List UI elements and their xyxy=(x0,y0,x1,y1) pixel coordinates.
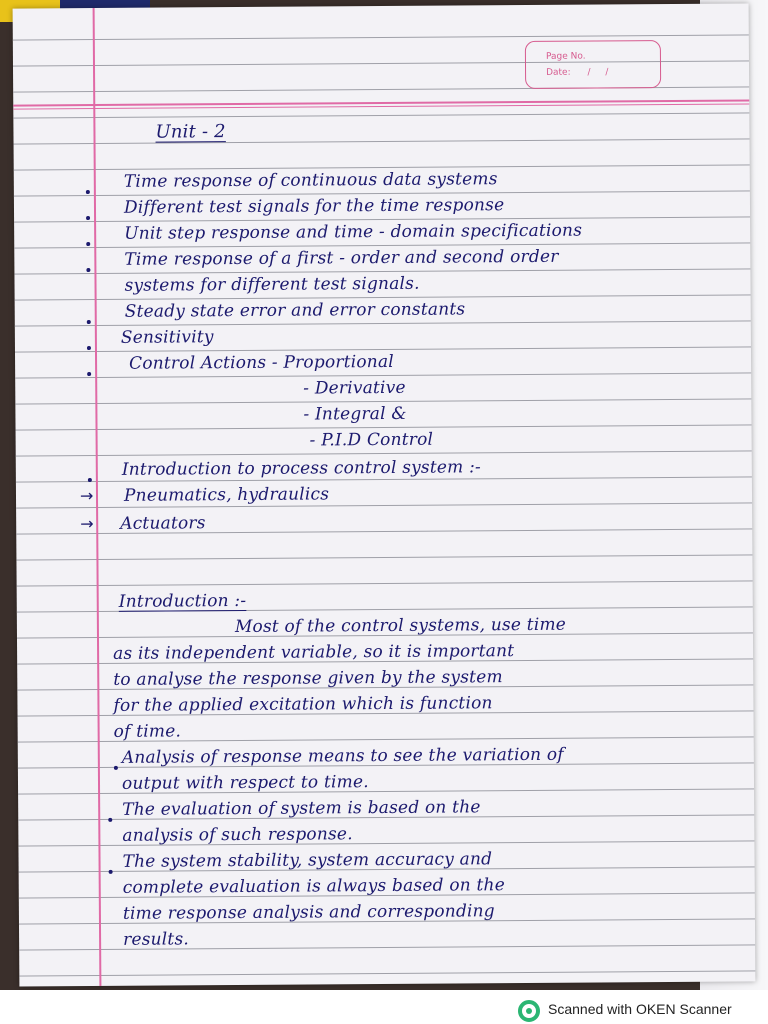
bullet-dot xyxy=(87,320,91,324)
bullet-dot xyxy=(86,216,90,220)
scanner-watermark-text: Scanned with OKEN Scanner xyxy=(548,1001,732,1017)
bullet-dot xyxy=(87,346,91,350)
page-no-label: Page No. xyxy=(545,51,586,62)
intro-line: as its independent variable, so it is important xyxy=(113,641,515,664)
arrow-bullet-icon: → xyxy=(79,486,94,506)
bullet-dot xyxy=(114,766,118,770)
syllabus-item: Unit step response and time - domain specifications xyxy=(124,220,583,244)
notebook-page xyxy=(13,3,756,986)
syllabus-item-continued: systems for different test signals. xyxy=(124,273,420,296)
bullet-dot xyxy=(87,372,91,376)
syllabus-item: Control Actions - Proportional xyxy=(129,351,394,374)
intro-line: for the applied excitation which is function xyxy=(113,693,493,716)
syllabus-sub-item: Pneumatics, hydraulics xyxy=(123,484,330,506)
scanner-logo-icon xyxy=(518,1000,542,1022)
intro-line: complete evaluation is always based on the xyxy=(122,875,505,898)
page-date-box xyxy=(525,40,661,89)
date-label: Date: xyxy=(546,67,571,78)
intro-line: analysis of such response. xyxy=(122,824,353,846)
arrow-bullet-icon: → xyxy=(80,514,94,534)
bullet-dot xyxy=(109,870,113,874)
intro-line: of time. xyxy=(113,721,182,742)
bullet-dot xyxy=(108,818,112,822)
syllabus-item: Different test signals for the time response xyxy=(123,195,505,218)
unit-title: Unit - 2 xyxy=(155,121,226,143)
bullet-dot xyxy=(86,268,90,272)
margin-line xyxy=(93,8,102,986)
date-value: / / xyxy=(587,67,615,78)
intro-heading: Introduction :- xyxy=(118,590,247,612)
intro-line: Most of the control systems, use time xyxy=(234,614,567,638)
syllabus-item: Time response of continuous data systems xyxy=(123,169,498,192)
intro-line: The evaluation of system is based on the xyxy=(122,797,481,820)
syllabus-item: Steady state error and error constants xyxy=(124,299,466,322)
intro-line: to analyse the response given by the system xyxy=(113,667,503,690)
control-action-sub: - Derivative xyxy=(303,377,406,399)
intro-line: Analysis of response means to see the variation of xyxy=(121,744,564,768)
control-action-sub: - P.I.D Control xyxy=(309,429,434,451)
intro-line: The system stability, system accuracy and xyxy=(122,849,493,872)
syllabus-sub-item: Actuators xyxy=(120,513,206,534)
bullet-dot xyxy=(86,242,90,246)
date-row xyxy=(546,67,614,77)
bullet-dot xyxy=(86,190,90,194)
syllabus-item: Introduction to process control system :- xyxy=(121,457,481,480)
intro-line: results. xyxy=(123,929,190,950)
syllabus-item: Sensitivity xyxy=(120,327,214,348)
syllabus-item: Time response of a first - order and second order xyxy=(124,246,559,270)
bullet-dot xyxy=(88,478,92,482)
intro-line: time response analysis and corresponding xyxy=(122,901,495,924)
intro-line: output with respect to time. xyxy=(121,772,369,794)
control-action-sub: - Integral & xyxy=(303,403,407,425)
